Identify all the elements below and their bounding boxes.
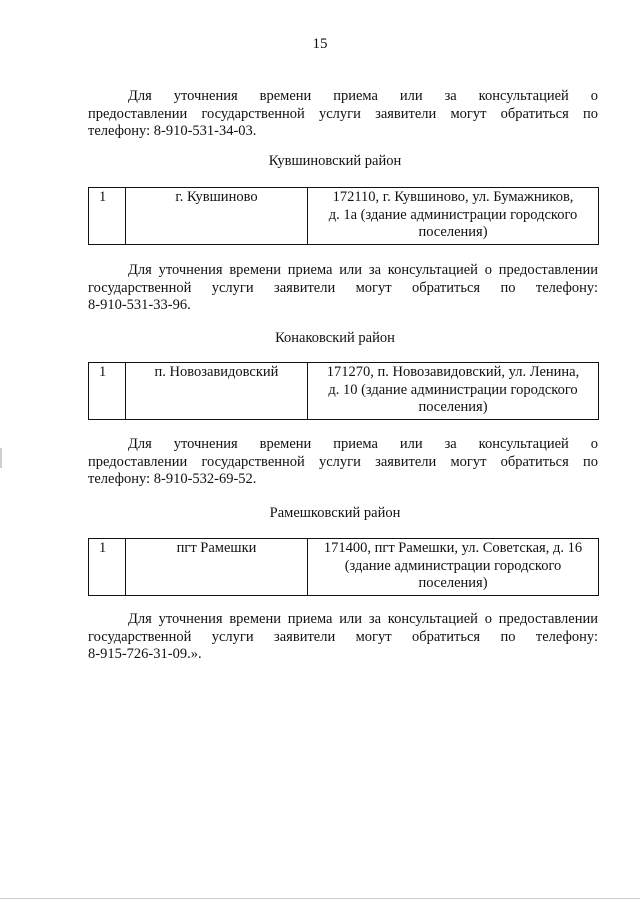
table-row xyxy=(89,539,599,596)
settlement-name: п. Новозавидовский xyxy=(126,363,308,420)
row-number: 1 xyxy=(89,539,126,596)
address-line: поселения) xyxy=(418,224,488,240)
paragraph-line: предоставлении государственной услуги заявители могут обратиться по xyxy=(88,105,598,122)
paragraph-line: Для уточнения времени приема или за консультацией о предоставлении xyxy=(128,262,598,278)
paragraph-line: предоставлении государственной услуги заявители могут обратиться по xyxy=(88,453,598,470)
address-cell xyxy=(308,363,599,420)
paragraph-line: Для уточнения времени приема или за консультацией о предоставлении xyxy=(128,611,598,627)
paragraph-line: 8-910-531-33-96. xyxy=(88,297,191,313)
district-heading: Кувшиновский район xyxy=(268,153,402,169)
address-line: поселения) xyxy=(418,575,488,591)
address-line: 172110, г. Кувшиново, ул. Бумажников, xyxy=(332,189,574,205)
contact-paragraph-2 xyxy=(88,262,598,315)
contact-paragraph-4 xyxy=(88,611,598,664)
paragraph-line: государственной услуги заявители могут обратиться по телефону: xyxy=(88,279,598,296)
district-heading: Конаковский район xyxy=(275,330,395,346)
scan-bottom-edge xyxy=(0,898,640,899)
address-table xyxy=(88,538,599,596)
settlement-name: пгт Рамешки xyxy=(126,539,308,596)
table-row xyxy=(89,188,599,245)
page-number: 15 xyxy=(312,36,328,52)
address-table xyxy=(88,187,599,245)
address-cell xyxy=(308,539,599,596)
contact-paragraph-1 xyxy=(88,88,598,141)
district-heading: Рамешковский район xyxy=(269,505,401,521)
row-number: 1 xyxy=(89,188,126,245)
settlement-name: г. Кувшиново xyxy=(126,188,308,245)
scan-edge-mark xyxy=(0,448,2,468)
row-number: 1 xyxy=(89,363,126,420)
paragraph-line: государственной услуги заявители могут обратиться по телефону: xyxy=(88,628,598,645)
address-line: (здание администрации городского xyxy=(344,557,562,574)
address-line: поселения) xyxy=(418,399,488,415)
address-table xyxy=(88,362,599,420)
table-row xyxy=(89,363,599,420)
paragraph-line: телефону: 8-910-531-34-03. xyxy=(88,123,257,139)
address-line: д. 1а (здание администрации городского xyxy=(328,206,578,223)
contact-paragraph-3 xyxy=(88,436,598,489)
address-cell xyxy=(308,188,599,245)
paragraph-line: Для уточнения времени приема или за консультацией о xyxy=(128,88,598,104)
paragraph-line: Для уточнения времени приема или за консультацией о xyxy=(128,436,598,452)
address-line: д. 10 (здание администрации городского xyxy=(328,381,578,398)
address-line: 171400, пгт Рамешки, ул. Советская, д. 16 xyxy=(323,540,583,556)
address-line: 171270, п. Новозавидовский, ул. Ленина, xyxy=(326,364,580,380)
paragraph-line: телефону: 8-910-532-69-52. xyxy=(88,471,257,487)
paragraph-line: 8-915-726-31-09.». xyxy=(88,646,202,662)
